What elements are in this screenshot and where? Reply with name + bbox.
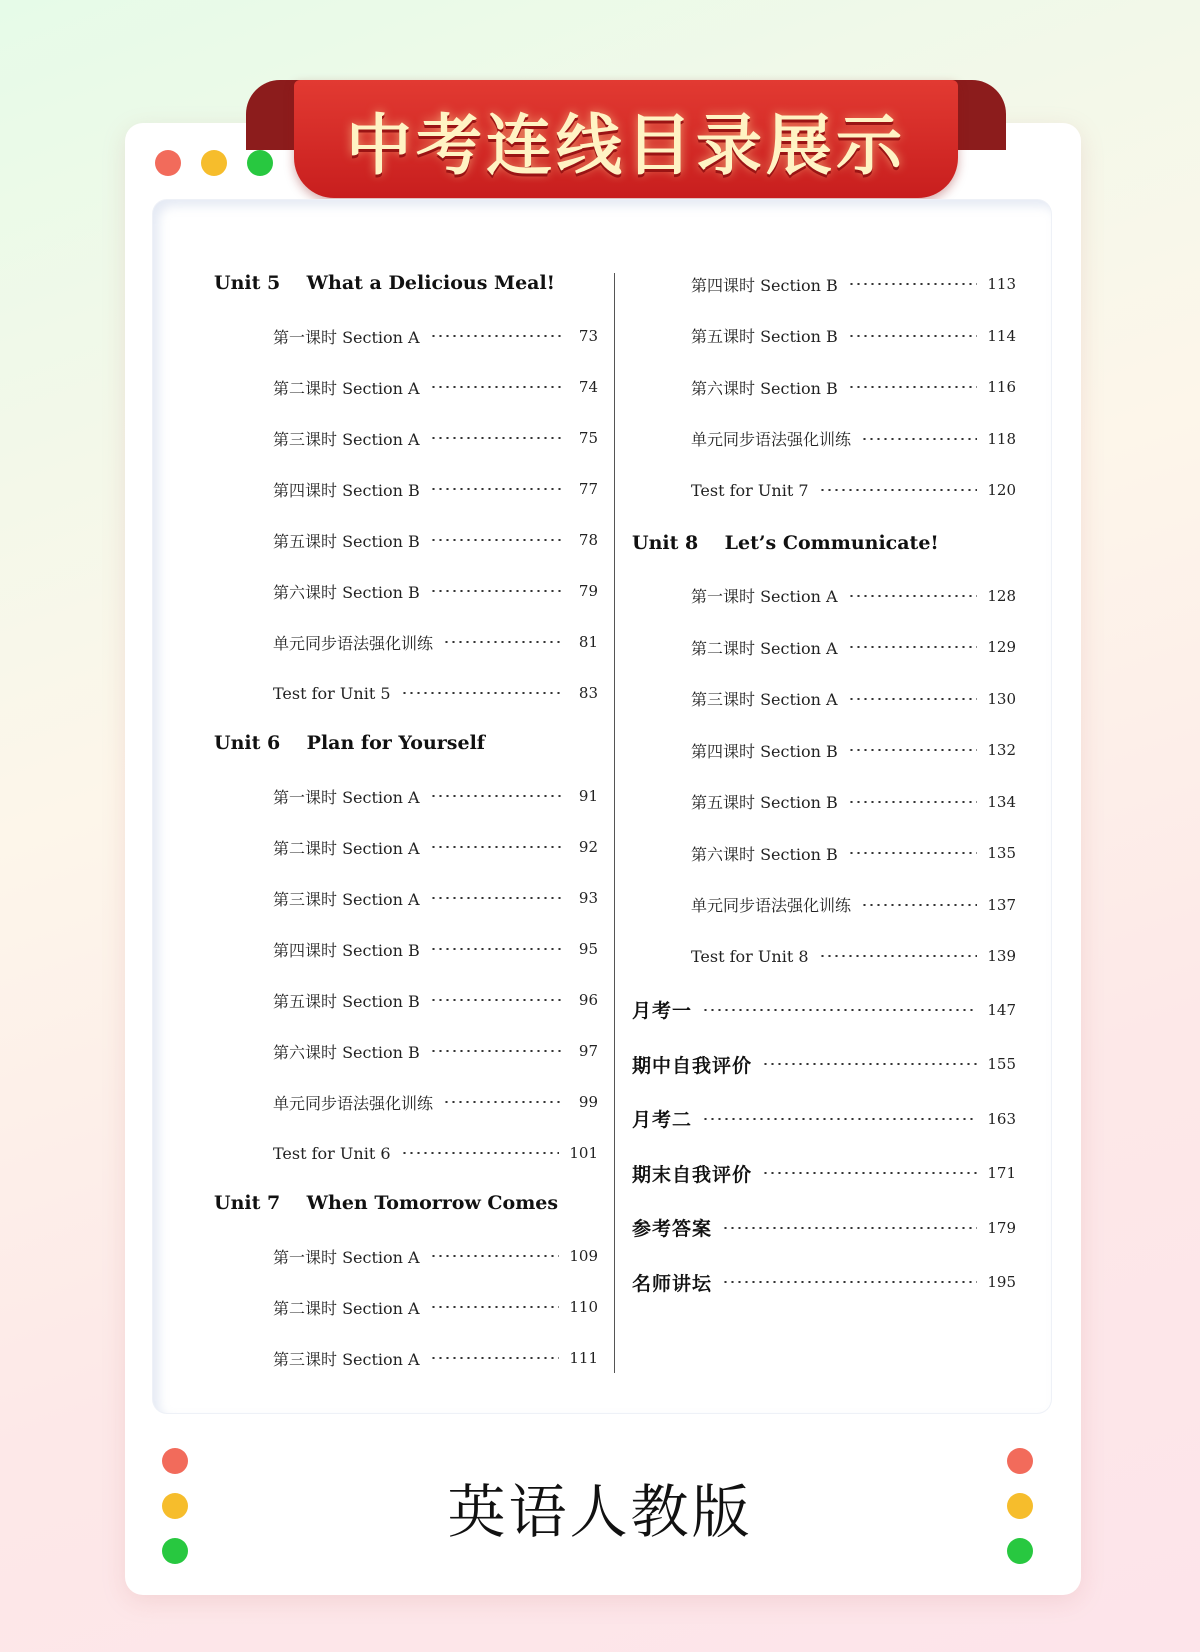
toc-entry[interactable]: [632, 998, 1016, 1022]
toc-entry-page: 99: [578, 1093, 598, 1111]
toc-entry-page: 116: [987, 378, 1016, 396]
column-divider: [614, 273, 615, 1373]
toc-entry[interactable]: [632, 1107, 1016, 1131]
toc-entry-page: 139: [987, 947, 1016, 965]
toc-entry-page: 75: [578, 429, 598, 447]
toc-entry-label: 第一课时 Section A: [273, 1247, 420, 1267]
toc-entry[interactable]: [632, 1161, 1016, 1185]
toc-entry-label: 第一课时 Section A: [273, 327, 420, 347]
toc-entry-label: 第五课时 Section B: [273, 531, 420, 551]
toc-entry[interactable]: [273, 426, 598, 450]
window-maximize-dot: [247, 150, 273, 176]
toc-entry-label: 第一课时 Section A: [273, 787, 420, 807]
toc-entry-label: Test for Unit 8: [691, 946, 809, 966]
toc-entry-page: 129: [987, 638, 1016, 656]
dot-leader: [819, 955, 978, 957]
toc-entry[interactable]: [273, 784, 598, 808]
toc-entry-page: 111: [569, 1349, 598, 1367]
toc-entry-label: 第二课时 Section A: [273, 378, 420, 398]
dot-leader: [702, 1118, 977, 1120]
dot-leader: [848, 335, 978, 337]
dot-leader: [848, 283, 978, 285]
toc-entry-label: 第六课时 Section B: [273, 582, 420, 602]
toc-entry-label: 单元同步语法强化训练: [273, 633, 434, 653]
toc-entry-label: 第一课时 Section A: [691, 587, 838, 606]
toc-entry-page: 120: [987, 481, 1016, 499]
toc-entry-page: 171: [987, 1164, 1016, 1182]
toc-entry-label: 单元同步语法强化训练: [273, 1093, 434, 1113]
dot-leader: [722, 1227, 977, 1229]
dot-leader: [762, 1063, 977, 1065]
toc-entry-label: 第五课时 Section B: [273, 991, 420, 1011]
toc-entry-label: 单元同步语法强化训练: [691, 430, 852, 449]
banner-title: 中考连线目录展示: [346, 106, 906, 184]
toc-entry[interactable]: [632, 1052, 1016, 1076]
dot-leader: [443, 641, 564, 643]
window-close-dot: [155, 150, 181, 176]
dot-leader: [401, 1152, 560, 1154]
toc-entry-label: 第三课时 Section A: [273, 889, 420, 909]
dot-leader: [430, 1306, 560, 1308]
toc-entry-page: 135: [987, 844, 1016, 862]
dot-leader: [430, 386, 564, 388]
window-minimize-dot: [201, 150, 227, 176]
toc-entry-page: 147: [987, 1000, 1016, 1019]
toc-entry-label: 单元同步语法强化训练: [691, 896, 852, 915]
dot-leader: [848, 698, 978, 700]
unit-heading: Unit 8 Let’s Communicate!: [632, 531, 939, 554]
footer-title: 英语人教版: [447, 1478, 753, 1546]
toc-entry-label: Test for Unit 5: [273, 683, 391, 703]
toc-entry[interactable]: [691, 584, 1016, 608]
toc-entry-label: 月考二: [632, 1109, 693, 1131]
toc-entry-label: 第四课时 Section B: [273, 480, 420, 500]
toc-entry-page: 134: [987, 792, 1016, 811]
toc-entry[interactable]: [273, 1244, 598, 1268]
dot-leader: [443, 1101, 564, 1103]
toc-entry-page: 81: [578, 633, 598, 651]
toc-entry-label: 第六课时 Section B: [691, 378, 838, 398]
dot-leader: [848, 801, 978, 803]
toc-entry[interactable]: [691, 427, 1016, 451]
dot-leader: [430, 590, 564, 592]
toc-entry-page: 95: [578, 940, 598, 958]
toc-entry-page: 155: [987, 1055, 1016, 1073]
toc-entry[interactable]: [273, 324, 598, 348]
toc-entry[interactable]: [273, 630, 598, 654]
toc-entry[interactable]: [273, 681, 598, 705]
toc-entry-label: 第三课时 Section A: [691, 690, 838, 709]
toc-entry-label: 第三课时 Section A: [273, 429, 420, 449]
toc-entry[interactable]: [273, 1090, 598, 1114]
dot-leader: [430, 846, 564, 848]
toc-entry[interactable]: [691, 478, 1016, 502]
dot-leader: [848, 386, 978, 388]
toc-entry-page: 73: [578, 327, 598, 345]
toc-entry[interactable]: [273, 1346, 598, 1370]
dot-leader: [861, 438, 977, 440]
toc-entry-label: 第三课时 Section A: [273, 1349, 420, 1369]
toc-entry[interactable]: [273, 988, 598, 1012]
dot-leader: [430, 795, 564, 797]
toc-entry[interactable]: [273, 1141, 598, 1165]
toc-entry-label: 第四课时 Section B: [691, 275, 838, 295]
toc-entry[interactable]: [273, 528, 598, 552]
toc-entry-page: 114: [987, 326, 1016, 345]
dot-leader: [430, 948, 564, 950]
dot-leader: [702, 1009, 977, 1011]
toc-entry-label: 参考答案: [632, 1218, 713, 1240]
toc-entry-label: 第六课时 Section B: [691, 844, 838, 864]
toc-entry[interactable]: [273, 1039, 598, 1063]
toc-entry[interactable]: [691, 324, 1016, 348]
toc-entry[interactable]: [273, 886, 598, 910]
dot-leader: [401, 692, 564, 694]
toc-entry-page: 83: [578, 684, 598, 702]
toc-entry-label: 期末自我评价: [632, 1163, 753, 1186]
toc-entry[interactable]: [691, 893, 1016, 917]
toc-entry-label: 第四课时 Section B: [691, 741, 838, 761]
toc-entry[interactable]: [632, 1270, 1016, 1294]
toc-entry-page: 130: [987, 689, 1016, 708]
dot-leader: [430, 897, 564, 899]
unit-heading: Unit 7 When Tomorrow Comes: [214, 1192, 559, 1214]
toc-entry-page: 132: [987, 741, 1016, 759]
toc-entry-page: 78: [578, 531, 598, 549]
banner: [294, 80, 958, 198]
toc-entry-page: 163: [987, 1109, 1016, 1128]
toc-entry-label: Test for Unit 7: [691, 480, 809, 500]
toc-entry-page: 92: [578, 838, 598, 856]
toc-entry-page: 179: [987, 1218, 1016, 1237]
dot-leader: [430, 335, 564, 337]
toc-entry-page: 79: [578, 582, 598, 600]
toc-entry-label: 第二课时 Section A: [691, 638, 838, 658]
toc-entry-page: 128: [987, 586, 1016, 605]
toc-entry-page: 74: [578, 378, 598, 396]
dot-leader: [762, 1172, 977, 1174]
toc-entry[interactable]: [691, 375, 1016, 399]
toc-entry-page: 101: [569, 1144, 598, 1162]
toc-entry-label: 第二课时 Section A: [273, 838, 420, 858]
toc-entry[interactable]: [632, 1216, 1016, 1240]
toc-entry[interactable]: [691, 738, 1016, 762]
dot-leader: [848, 852, 978, 854]
dot-leader: [430, 999, 564, 1001]
toc-entry-page: 96: [578, 991, 598, 1009]
toc-entry-page: 110: [569, 1298, 598, 1316]
dot-leader: [722, 1281, 977, 1283]
toc-entry-page: 137: [987, 895, 1016, 914]
toc-entry-label: 第五课时 Section B: [691, 793, 838, 812]
toc-entry-page: 77: [578, 480, 598, 498]
dot-leader: [430, 1255, 560, 1257]
unit-heading: Unit 6 Plan for Yourself: [214, 732, 485, 754]
toc-entry-page: 195: [987, 1273, 1016, 1291]
toc-entry-label: 名师讲坛: [632, 1272, 713, 1295]
toc-entry[interactable]: [691, 790, 1016, 814]
toc-entry-page: 93: [578, 889, 598, 907]
toc-entry-label: 第五课时 Section B: [691, 327, 838, 346]
dot-leader: [848, 646, 978, 648]
toc-entry-page: 91: [578, 787, 598, 805]
toc-entry[interactable]: [691, 944, 1016, 968]
toc-entry[interactable]: [273, 835, 598, 859]
toc-entry-label: 第四课时 Section B: [273, 940, 420, 960]
dot-leader: [430, 437, 564, 439]
toc-entry[interactable]: [691, 272, 1016, 296]
unit-heading: Unit 5 What a Delicious Meal!: [214, 272, 556, 294]
dot-leader: [430, 539, 564, 541]
toc-entry-label: Test for Unit 6: [273, 1143, 391, 1163]
dot-leader: [430, 1357, 560, 1359]
toc-entry[interactable]: [691, 635, 1016, 659]
dot-leader: [430, 488, 564, 490]
toc-entry-page: 118: [987, 429, 1016, 448]
toc-entry[interactable]: [273, 579, 598, 603]
dot-leader: [430, 1050, 564, 1052]
toc-entry-page: 97: [578, 1042, 598, 1060]
toc-entry[interactable]: [273, 375, 598, 399]
toc-entry-label: 第六课时 Section B: [273, 1042, 420, 1062]
toc-entry[interactable]: [273, 1295, 598, 1319]
dot-leader: [848, 749, 978, 751]
toc-entry-label: 期中自我评价: [632, 1054, 753, 1077]
toc-entry-label: 第二课时 Section A: [273, 1298, 420, 1318]
toc-entry[interactable]: [691, 841, 1016, 865]
toc-entry-label: 月考一: [632, 1000, 693, 1022]
toc-entry[interactable]: [273, 477, 598, 501]
dot-leader: [861, 904, 977, 906]
toc-entry[interactable]: [273, 937, 598, 961]
toc-entry-page: 113: [987, 275, 1016, 293]
toc-entry-page: 109: [569, 1247, 598, 1265]
dot-leader: [848, 595, 978, 597]
toc-entry[interactable]: [691, 687, 1016, 711]
dot-leader: [819, 489, 978, 491]
